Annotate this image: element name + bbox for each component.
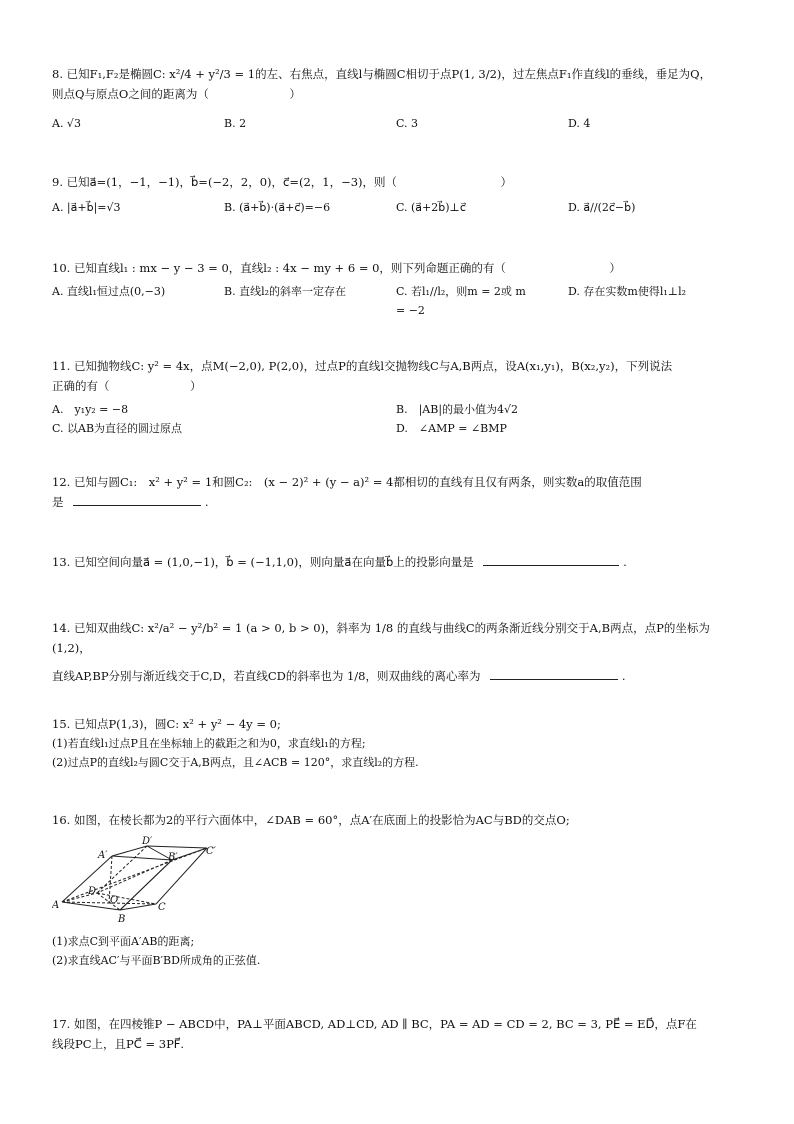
- question-15: [52, 714, 742, 772]
- q12-answer-blank[interactable]: [73, 493, 201, 506]
- question-16: [52, 810, 742, 830]
- question-10-options: [52, 282, 742, 322]
- question-8-stem-cont: 则点Q与原点O之间的距离为（ ）: [52, 87, 301, 101]
- question-16-stem: 16. 如图，在棱长都为2的平行六面体中，∠DAB = 60°，点A′在底面上的投影恰为AC与BD的交点O;: [52, 813, 570, 827]
- question-9-stem: 9. 已知a⃗=(1，−1，−1)，b⃗=(−2，2，0)，c⃗=(2，1，−3)，则（ ）: [52, 175, 513, 189]
- fig-label-d-prime: D′: [142, 836, 153, 847]
- question-17-stem: 17. 如图，在四棱锥P − ABCD中，PA⊥平面ABCD, AD⊥CD, AD ∥ BC，PA = AD = CD = 2, BC = 3, PE⃗ = ED⃗，点F在: [52, 1017, 697, 1031]
- fig-label-c-prime: C′: [206, 846, 216, 857]
- question-17: [52, 1014, 742, 1054]
- q8-option-a[interactable]: A. √3: [52, 117, 81, 130]
- question-9: [52, 172, 742, 218]
- question-12: [52, 472, 742, 512]
- q11-option-b[interactable]: B. |AB|的最小值为4√2: [396, 403, 519, 416]
- q11-option-d[interactable]: D. ∠AMP = ∠BMP: [396, 422, 507, 435]
- q10-option-a[interactable]: A. 直线l₁恒过点(0,−3): [52, 285, 166, 298]
- question-12-answer-line: 是 .: [52, 495, 209, 509]
- parallelepiped-figure: [52, 836, 232, 928]
- fig-label-d: D: [88, 886, 97, 897]
- q8-option-b[interactable]: B. 2: [224, 117, 247, 130]
- q9-option-b[interactable]: B. (a⃗+b⃗)·(a⃗+c⃗)=−6: [224, 201, 331, 214]
- question-10: [52, 258, 742, 322]
- q9-option-a[interactable]: A. |a⃗+b⃗|=√3: [52, 201, 121, 214]
- question-15-part-2: (2)过点P的直线l₂与圆C交于A,B两点，且∠ACB = 120°，求直线l₂的方程.: [52, 756, 419, 769]
- question-16-part-1: (1)求点C到平面A′AB的距离;: [52, 935, 195, 948]
- fig-label-b-prime: B′: [168, 852, 178, 863]
- fig-label-a-prime: A′: [98, 850, 108, 861]
- question-16-part-2: (2)求直线AC′与平面B′BD所成角的正弦值.: [52, 954, 261, 967]
- q11-option-c[interactable]: C. 以AB为直径的圆过原点: [52, 422, 183, 435]
- question-14-stem-cont: 直线AP,BP分别与渐近线交于C,D，若直线CD的斜率也为 1/8，则双曲线的离心率为: [52, 669, 481, 683]
- question-8-stem: 8. 已知F₁,F₂是椭圆C: x²/4 + y²/3 = 1的左、右焦点，直线l与椭圆C相切于点P(1, 3/2)，过左焦点F₁作直线l的垂线，垂足为Q，: [52, 67, 712, 81]
- q11-option-a[interactable]: A. y₁y₂ = −8: [52, 403, 129, 416]
- question-11: [52, 356, 742, 438]
- question-12-stem-cont: 是: [52, 495, 64, 509]
- q8-option-d[interactable]: D. 4: [568, 117, 591, 130]
- question-11-stem: 11. 已知抛物线C: y² = 4x，点M(−2,0), P(2,0)，过点P的直线l交抛物线C与A,B两点，设A(x₁,y₁)，B(x₂,y₂)，下列说法: [52, 359, 673, 373]
- question-11-stem-cont: 正确的有（ ）: [52, 379, 202, 393]
- question-14-stem: 14. 已知双曲线C: x²/a² − y²/b² = 1 (a > 0, b > 0)，斜率为 1/8 的直线与曲线C的两条渐近线分别交于A,B两点，点P的坐标为(1,2)，: [52, 621, 710, 655]
- question-10-stem: 10. 已知直线l₁ : mx − y − 3 = 0，直线l₂ : 4x − my + 6 = 0，则下列命题正确的有（ ）: [52, 261, 621, 275]
- question-15-stem: 15. 已知点P(1,3)，圆C: x² + y² − 4y = 0;: [52, 717, 281, 731]
- question-11-options: [52, 400, 742, 438]
- fig-label-a: A: [52, 900, 60, 911]
- question-14: [52, 618, 742, 686]
- question-12-stem: 12. 已知与圆C₁: x² + y² = 1和圆C₂: (x − 2)² + (y − a)² = 4都相切的直线有且仅有两条，则实数a的取值范围: [52, 475, 642, 489]
- question-13-stem: 13. 已知空间向量a⃗ = (1,0,−1)，b⃗ = (−1,1,0)，则向量a⃗在向量b⃗上的投影向量是: [52, 555, 474, 569]
- q10-option-c[interactable]: C. 若l₁//l₂，则m = 2或 m = −2: [396, 285, 526, 317]
- question-17-stem-cont: 线段PC上，且PC⃗ = 3PF⃗.: [52, 1037, 185, 1051]
- q10-option-b[interactable]: B. 直线l₂的斜率一定存在: [224, 285, 347, 298]
- question-14-answer-line: 直线AP,BP分别与渐近线交于C,D，若直线CD的斜率也为 1/8，则双曲线的离心率为 .: [52, 669, 626, 683]
- question-16-parts: [52, 932, 742, 970]
- question-9-options: [52, 198, 742, 218]
- q9-option-c[interactable]: C. (a⃗+2b⃗)⊥c⃗: [396, 201, 466, 214]
- q10-option-d[interactable]: D. 存在实数m使得l₁⊥l₂: [568, 285, 687, 298]
- q9-option-d[interactable]: D. a⃗//(2c⃗−b⃗): [568, 201, 636, 214]
- question-15-part-1: (1)若直线l₁过点P且在坐标轴上的截距之和为0，求直线l₁的方程;: [52, 737, 366, 750]
- q8-option-c[interactable]: C. 3: [396, 117, 419, 130]
- q13-answer-blank[interactable]: [483, 553, 619, 566]
- fig-label-o: O: [110, 895, 119, 906]
- question-8-options: [52, 114, 742, 134]
- question-13: 13. 已知空间向量a⃗ = (1,0,−1)，b⃗ = (−1,1,0)，则向量a⃗在向量b⃗上的投影向量是 .: [52, 555, 627, 569]
- fig-label-b: B: [118, 914, 126, 925]
- q14-answer-blank[interactable]: [490, 667, 618, 680]
- question-8: [52, 64, 742, 134]
- fig-label-c: C: [158, 902, 166, 913]
